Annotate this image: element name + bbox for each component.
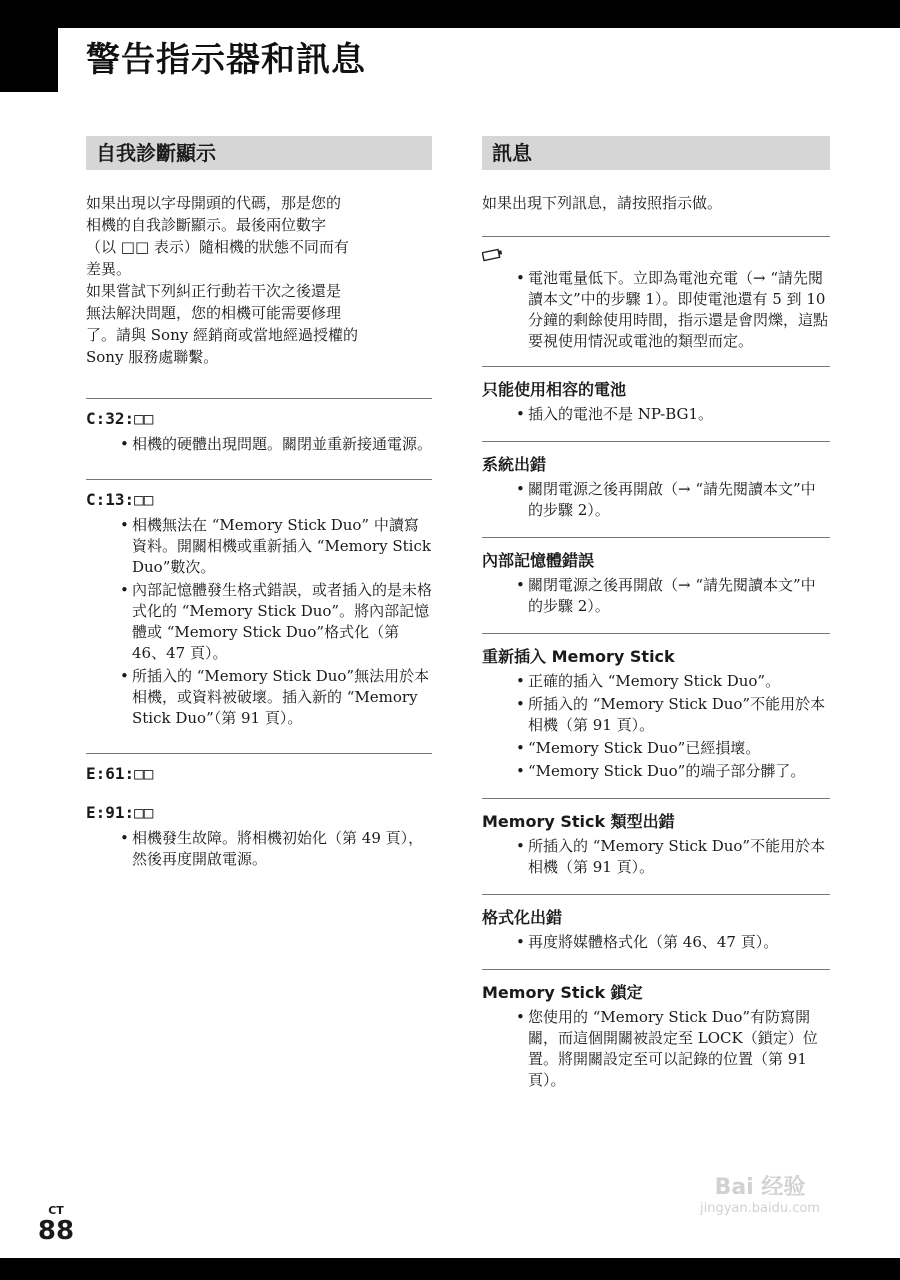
message-title: 系統出錯 <box>482 455 547 474</box>
bullet-list <box>482 575 830 617</box>
bullet-list <box>482 1007 830 1091</box>
bullet-list <box>482 836 830 878</box>
messages-intro: 如果出現下列訊息，請按照指示做。 <box>482 194 723 212</box>
top-bar <box>0 0 900 28</box>
list-item: • 您使用的 “Memory Stick Duo”有防寫開關，而這個開關被設定至 LOCK（鎖定）位置。將開關設定至可以記錄的位置（第 91 頁）。 <box>516 1008 818 1089</box>
watermark-url: jingyan.baidu.com <box>700 1201 820 1216</box>
corner-block <box>0 0 58 92</box>
list-item: • 內部記憶體發生格式錯誤，或者插入的是未格式化的 “Memory Stick Duo”。將內部記憶體或 “Memory Stick Duo”格式化（第 46、47 頁）。 <box>120 581 433 662</box>
intro-line: 相機的自我診斷顯示。最後兩位數字 <box>86 216 327 234</box>
bullet-list <box>86 828 432 870</box>
messages-header: 訊息 <box>482 136 830 170</box>
error-code: E:91:□□ <box>86 803 154 822</box>
intro-line: 了。請與 Sony 經銷商或當地經過授權的 <box>86 326 358 344</box>
error-code: C:13:□□ <box>86 490 154 509</box>
bullet-list <box>482 479 830 521</box>
list-item: • 電池電量低下。立即為電池充電（→ “請先閱讀本文”中的步驟 1）。即使電池還有 5 到 10 分鐘的剩餘使用時間，指示還是會閃爍，這點要視使用情況或電池的類型而定。 <box>516 269 829 350</box>
bullet-list <box>482 404 830 425</box>
intro-line: （以 □□ 表示）隨相機的狀態不同而有 <box>86 238 349 256</box>
message-title: 內部記憶體錯誤 <box>482 551 595 570</box>
intro-line: 無法解決問題，您的相機可能需要修理 <box>86 304 342 322</box>
bullet-list <box>86 515 432 729</box>
list-item: • 相機無法在 “Memory Stick Duo” 中讀寫資料。開關相機或重新插入 “Memory Stick Duo”數次。 <box>120 516 431 576</box>
error-code: C:32:□□ <box>86 409 154 428</box>
error-code: E:61:□□ <box>86 764 154 783</box>
intro-line: 如果嘗試下列糾正行動若干次之後還是 <box>86 282 342 300</box>
battery-low-icon <box>482 237 504 268</box>
message-title: Memory Stick 類型出錯 <box>482 812 675 831</box>
list-item: • 相機發生故障。將相機初始化（第 49 頁），然後再度開啟電源。 <box>120 829 424 868</box>
intro-line: 差異。 <box>86 260 132 278</box>
page-language: CT <box>48 1204 64 1217</box>
watermark <box>700 1170 820 1216</box>
intro-line: 如果出現以字母開頭的代碼，那是您的 <box>86 194 342 212</box>
bullet-list <box>482 671 830 782</box>
messages-column <box>482 136 830 1093</box>
list-item: • “Memory Stick Duo”的端子部分髒了。 <box>516 762 806 780</box>
bullet-list <box>482 932 830 953</box>
list-item: • “Memory Stick Duo”已經損壞。 <box>516 739 761 757</box>
bullet-list <box>482 268 830 352</box>
list-item: • 插入的電池不是 NP-BG1。 <box>516 405 714 423</box>
intro-line: Sony 服務處聯繫。 <box>86 348 219 366</box>
list-item: • 正確的插入 “Memory Stick Duo”。 <box>516 672 781 690</box>
list-item: • 相機的硬體出現問題。關閉並重新接通電源。 <box>120 435 433 453</box>
list-item: • 所插入的 “Memory Stick Duo”無法用於本相機，或資料被破壞。插入新的 “Memory Stick Duo”（第 91 頁）。 <box>120 667 430 727</box>
list-item: • 所插入的 “Memory Stick Duo”不能用於本相機（第 91 頁）。 <box>516 837 826 876</box>
list-item: • 關閉電源之後再開啟（→ “請先閱讀本文”中的步驟 2）。 <box>516 480 816 519</box>
page-footer <box>36 1204 76 1245</box>
divider <box>482 236 830 237</box>
bottom-bar <box>0 1258 900 1280</box>
message-title: 只能使用相容的電池 <box>482 380 627 399</box>
message-title: 格式化出錯 <box>482 908 563 927</box>
list-item: • 關閉電源之後再開啟（→ “請先閱讀本文”中的步驟 2）。 <box>516 576 816 615</box>
message-title: 重新插入 Memory Stick <box>482 647 675 666</box>
bullet-list <box>86 434 432 455</box>
watermark-brand: Bai 经验 <box>714 1175 806 1200</box>
list-item: • 所插入的 “Memory Stick Duo”不能用於本相機（第 91 頁）。 <box>516 695 826 734</box>
page-number: 88 <box>37 1216 75 1246</box>
self-diagnosis-header: 自我診斷顯示 <box>86 136 432 170</box>
page-title: 警告指示器和訊息 <box>86 40 366 80</box>
list-item: • 再度將媒體格式化（第 46、47 頁）。 <box>516 933 779 951</box>
self-diagnosis-column <box>86 136 432 872</box>
self-diagnosis-intro <box>86 192 432 368</box>
message-title: Memory Stick 鎖定 <box>482 983 643 1002</box>
